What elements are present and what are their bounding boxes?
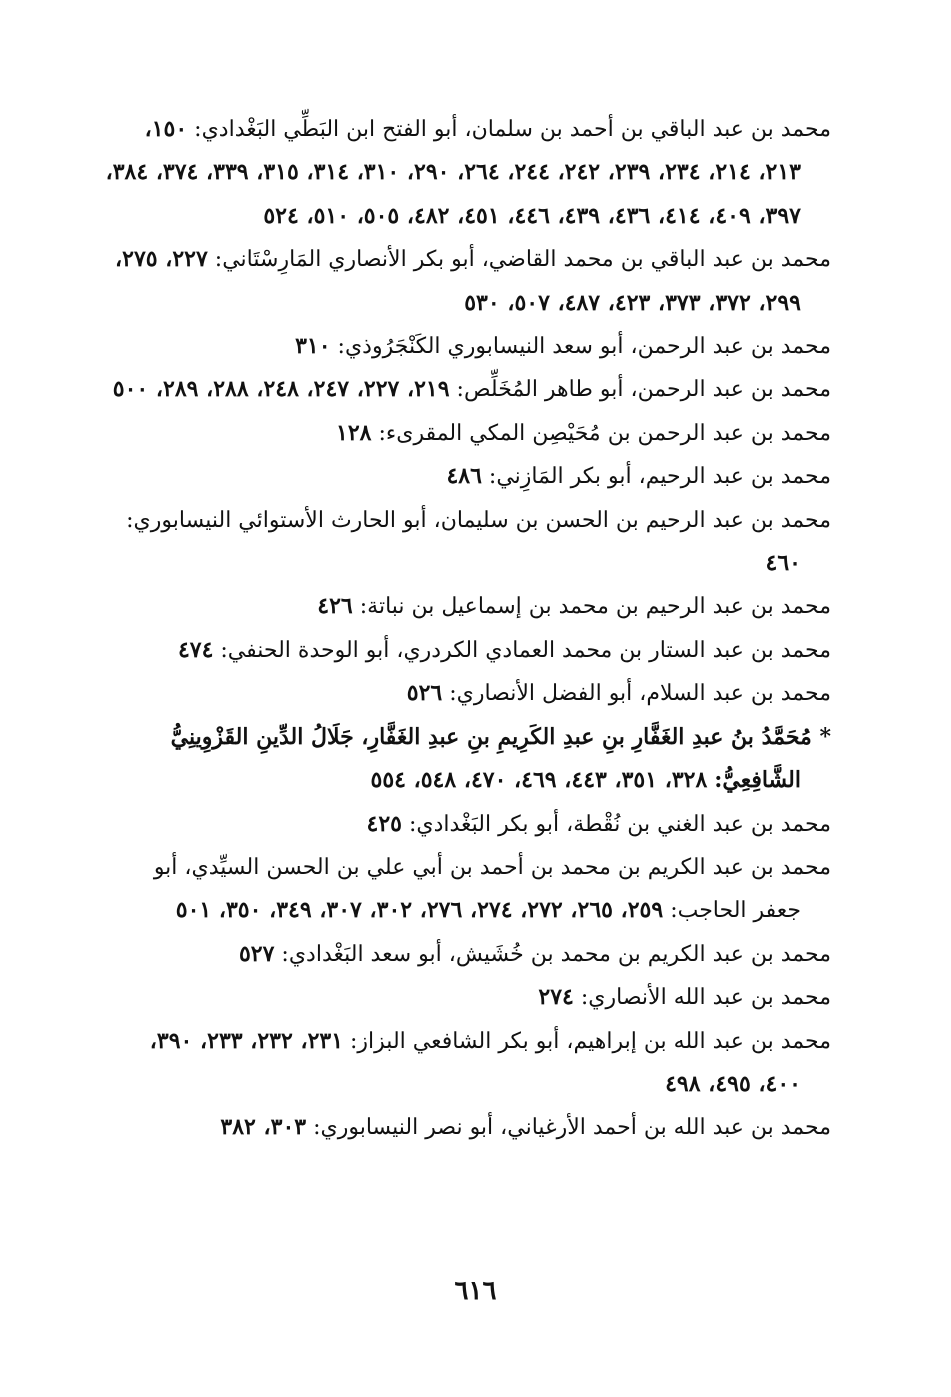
entry-name: * مُحَمَّدُ بنُ عبدِ الغَفَّارِ بنِ عبدِ الكَرِيمِ بنِ عبدِ الغَفَّارِ، جَلَالُ الدِّينِ القَزْوِينِيُّ الشَّافِعِيُّ: (170, 723, 831, 794)
entry-name: محمد بن عبد الكريم بن محمد بن خُشَيش، أبو سعد البَغْدادي: (281, 941, 831, 967)
entry-pages: ٤٧٤ (177, 636, 214, 663)
page-number: ٦١٦ (454, 1276, 497, 1306)
entry-name: محمد بن عبد الرحيم بن محمد بن إسماعيل بن نباتة: (359, 594, 831, 620)
entry-name: محمد بن عبد الرحمن، أبو سعد النيسابوري الكَنْجَرُوذي: (337, 334, 831, 360)
index-entry (100, 1106, 831, 1149)
index-entry (100, 672, 831, 715)
index-entry (100, 412, 831, 455)
index-entry (100, 933, 831, 976)
entry-pages: ٤٢٥ (366, 810, 402, 837)
entry-name: محمد بن عبد الرحيم، أبو بكر المَازِني: (488, 464, 831, 490)
index-entry (100, 1020, 831, 1107)
entry-pages: ٥٢٧ (238, 940, 275, 967)
entry-name: محمد بن عبد الباقي بن أحمد بن سلمان، أبو الفتح ابن البَطِّي البَغْدادي: (194, 117, 831, 142)
index-entry (100, 585, 831, 628)
entry-name: محمد بن عبد الستار بن محمد العمادي الكردري، أبو الوحدة الحنفي: (220, 637, 831, 663)
entry-name: محمد بن عبد الباقي بن محمد القاضي، أبو بكر الأنصاري المَارِسْتَاني: (214, 247, 831, 273)
index-entry (100, 238, 831, 325)
index-entry (100, 368, 831, 411)
entry-name: محمد بن عبد الرحمن، أبو طاهر المُخَلِّص: (456, 377, 831, 403)
entry-pages: ١٥٠، ٢١٣، ٢١٤، ٢٣٤، ٢٣٩، ٢٤٢، ٢٤٤، ٢٦٤، ٢٩٠، ٣١٠، ٣١٤، ٣١٥، ٣٣٩، ٣٧٤، ٣٨٤، ٣٩٧، ٤٠٩، ٤١٤، ٤٣٦، ٤٣٩، ٤٤٦، ٤٥١، ٤٨٢، ٥٠٥، ٥١٠، ٥٢٤ (105, 116, 801, 229)
entry-name: محمد بن عبد الله بن أحمد الأرغياني، أبو نصر النيسابوري: (313, 1115, 831, 1141)
entry-pages: ٥٢٦ (406, 680, 443, 707)
entry-pages: ٢١٩، ٢٢٧، ٢٤٧، ٢٤٨، ٢٨٨، ٢٨٩، ٥٠٠ (112, 376, 450, 403)
entry-name: محمد بن عبد الغني بن نُقْطة، أبو بكر البَغْدادي: (408, 811, 831, 837)
index-entry (100, 499, 831, 586)
entry-pages: ٤٨٦ (446, 463, 482, 490)
entry-pages: ٣١٠ (295, 333, 331, 360)
index-entry (100, 976, 831, 1019)
entry-pages: ٣٢٨، ٣٥١، ٤٤٣، ٤٦٩، ٤٧٠، ٥٤٨، ٥٥٤ (370, 767, 708, 794)
entry-name: محمد بن عبد الله الأنصاري: (580, 985, 831, 1011)
index-entry (100, 455, 831, 498)
index-entry (100, 325, 831, 368)
entry-pages: ٢٥٩، ٢٦٥، ٢٧٢، ٢٧٤، ٢٧٦، ٣٠٢، ٣٠٧، ٣٤٩، ٣٥٠، ٥٠١ (175, 897, 664, 924)
entry-pages: ١٢٨ (336, 419, 372, 446)
entry-pages: ٢٢٧، ٢٧٥، ٢٩٩، ٣٧٢، ٣٧٣، ٤٢٣، ٤٨٧، ٥٠٧، ٥٣٠ (115, 246, 801, 316)
entry-name: محمد بن عبد الرحيم بن الحسن بن سليمان، أبو الحارث الأستوائي النيسابوري: (126, 507, 831, 533)
entry-pages: ٤٦٠ (765, 550, 801, 577)
index-entry (100, 108, 831, 238)
entry-name: محمد بن عبد السلام، أبو الفضل الأنصاري: (449, 681, 831, 707)
entry-name: محمد بن عبد الكريم بن محمد بن أحمد بن أبي علي بن الحسن السيِّدي، أبو جعفر الحاجب: (153, 854, 831, 924)
entry-pages: ٤٢٦ (317, 593, 353, 620)
index-entry (100, 846, 831, 933)
entry-name: محمد بن عبد الرحمن بن مُحَيْصِن المكي المقرىء: (378, 420, 831, 446)
index-entry (100, 716, 831, 803)
index-entries (100, 108, 831, 1150)
index-entry (100, 629, 831, 672)
entry-pages: ٢٧٤ (538, 984, 574, 1011)
entry-pages: ٣٠٣، ٣٨٢ (220, 1114, 307, 1141)
entry-name: محمد بن عبد الله بن إبراهيم، أبو بكر الشافعي البزاز: (350, 1028, 831, 1054)
index-entry (100, 803, 831, 846)
entry-pages: ٢٣١، ٢٣٢، ٢٣٣، ٣٩٠، ٤٠٠، ٤٩٥، ٤٩٨ (149, 1027, 801, 1097)
